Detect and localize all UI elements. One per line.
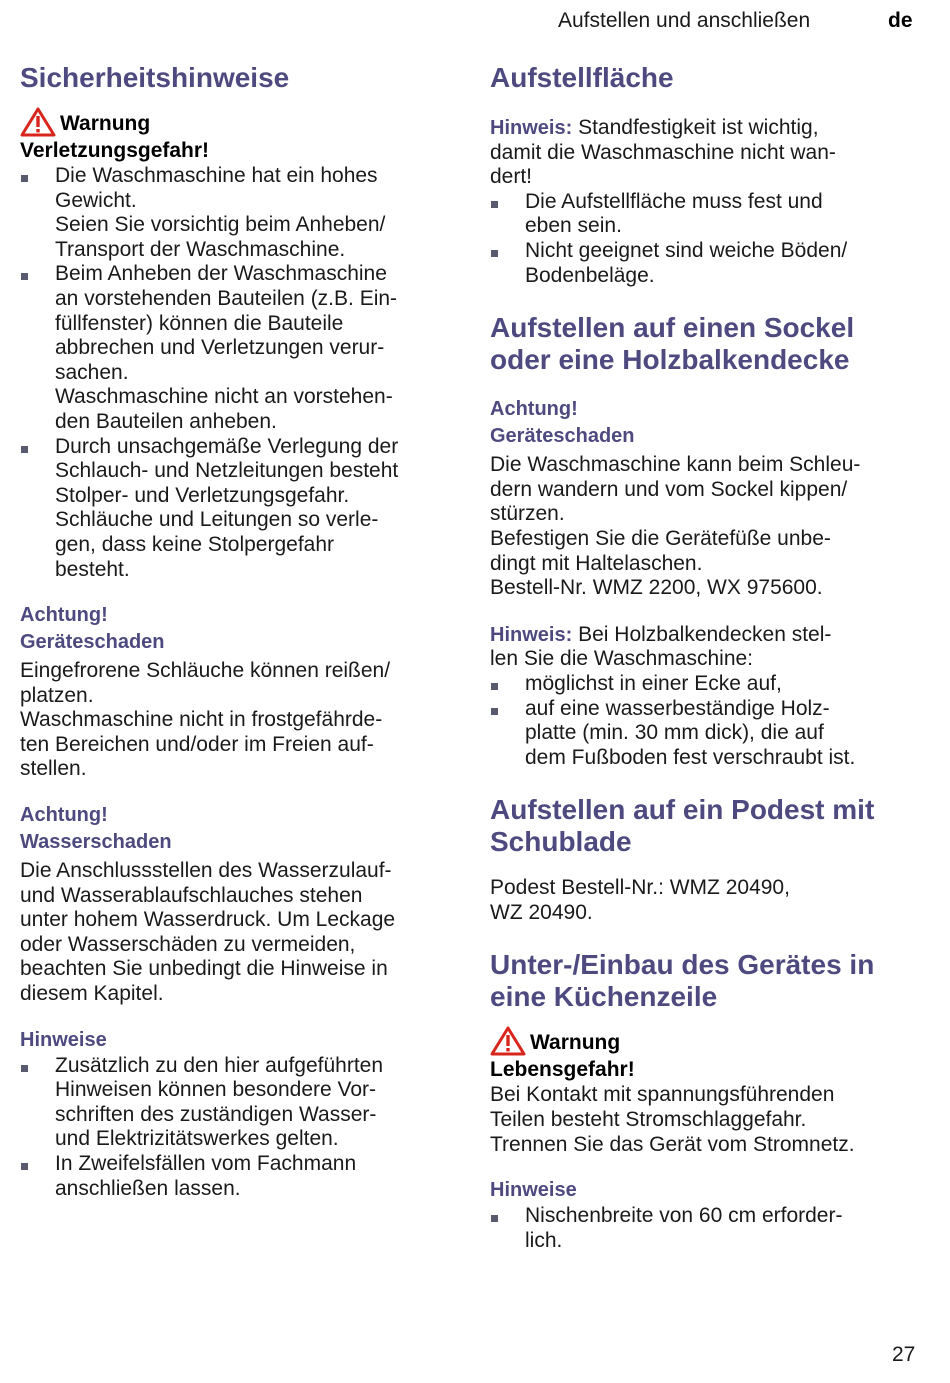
square-bullet-icon [491,201,498,208]
list-item-line: Die Waschmaschine hat ein hohes [55,164,378,187]
text-line: Aufstellen auf einen Sockel [490,312,855,344]
text-line: len Sie die Waschmaschine: [490,647,754,671]
list-item-line: eben sein. [525,214,622,238]
list-item-line: Bodenbeläge. [525,263,655,287]
section-title-sockel [490,312,930,376]
list-item-line: Beim Anheben der Waschmaschine [55,262,387,286]
section-title-surface: Aufstellfläche [490,62,674,93]
list-item-line: gen, dass keine Stolpergefahr [55,532,335,556]
list-item-line: lich. [525,1228,563,1252]
warning-subheading: Verletzungsgefahr! [20,139,210,162]
caution-label: Achtung! [20,604,108,627]
page-header [0,8,950,36]
section-title-podest [490,794,930,858]
list-item-line: Zusätzlich zu den hier aufgeführten [55,1053,384,1077]
text-line: Teilen besteht Stromschlaggefahr. [490,1108,807,1132]
square-bullet-icon [491,250,498,257]
list-item [20,164,450,262]
hint-label: Hinweis: [490,623,573,646]
square-bullet-icon [21,1163,28,1170]
list-item-line: und Elektrizitätswerkes gelten. [55,1127,339,1151]
list-item [490,190,930,239]
caution-text [490,453,930,601]
text-line: oder eine Holzbalkendecke [490,344,850,376]
list-item-line: abbrechen und Verletzungen verur- [55,336,385,360]
text-line: Waschmaschine nicht in frostgefährde- [20,708,383,732]
list-item-line: Die Aufstellfläche muss fest und [525,189,823,213]
notes-list [490,1204,930,1253]
list-item-line: platte (min. 30 mm dick), die auf [525,721,824,745]
text-line: dern wandern und vom Sockel kippen/ [490,477,848,501]
list-item-line: Schlauch- und Netzleitungen besteht [55,459,399,483]
text-line: platzen. [20,683,94,707]
list-item [20,1152,450,1201]
section-title-safety: Sicherheitshinweise [20,62,290,93]
square-bullet-icon [21,1065,28,1072]
list-item [20,435,450,583]
list-item-line: sachen. [55,360,129,384]
list-item-line: den Bauteilen anheben. [55,409,277,433]
list-item-line: Waschmaschine nicht an vorstehen- [55,385,393,409]
text-line: Bestell-Nr. WMZ 2200, WX 975600. [490,576,823,600]
list-item [490,672,930,697]
text-line: stellen. [20,757,87,781]
text-line: Bei Kontakt mit spannungsführenden [490,1083,835,1107]
text-line: beachten Sie unbedingt die Hinweise in [20,957,388,981]
square-bullet-icon [21,273,28,280]
list-item-line: anschließen lassen. [55,1176,241,1200]
list-item-line: Seien Sie vorsichtig beim Anheben/ [55,213,386,237]
right-column [490,60,930,1253]
text-line: Standfestigkeit ist wichtig, [578,116,819,139]
text-line: und Wasserablaufschlauches stehen [20,883,363,907]
list-item-line: dem Fußboden fest verschraubt ist. [525,745,856,769]
text-line: ten Bereichen und/oder im Freien auf- [20,732,374,756]
left-column [20,60,450,1201]
list-item [20,262,450,434]
square-bullet-icon [21,175,28,182]
caution-heading: Wasserschaden [20,831,172,854]
text-line: Trennen Sie das Gerät vom Stromnetz. [490,1132,855,1156]
surface-list [490,190,930,288]
list-item-line: füllfenster) können die Bauteile [55,311,344,335]
text-line: Podest Bestell-Nr.: WMZ 20490, [490,876,790,900]
list-item-line: möglichst in einer Ecke auf, [525,671,782,695]
list-item-line: Transport der Waschmaschine. [55,237,346,261]
warning-heading [20,107,450,137]
notes-list [20,1054,450,1202]
caution-text [20,659,450,782]
header-language-code: de [888,9,913,32]
text-line: Aufstellen auf ein Podest mit [490,794,875,826]
list-item-line: Hinweisen können besondere Vor- [55,1078,377,1102]
warning-list [20,164,450,582]
list-item-line: auf eine wasserbeständige Holz- [525,696,830,720]
list-item-line: an vorstehenden Bauteilen (z.B. Ein- [55,286,398,310]
text-line: Die Anschlussstellen des Wasserzulauf- [20,859,392,883]
notes-heading: Hinweise [490,1179,577,1202]
caution-label: Achtung! [490,398,578,421]
sockel-list [490,672,930,770]
text-line: Unter-/Einbau des Gerätes in [490,949,875,981]
warning-triangle-icon [490,1026,526,1056]
warning-heading [490,1026,930,1056]
list-item [490,239,930,288]
list-item-line: Stolper- und Verletzungsgefahr. [55,483,350,507]
list-item-line: schriften des zuständigen Wasser- [55,1102,377,1126]
text-line: Befestigen Sie die Gerätefüße unbe- [490,526,831,550]
caution-text [20,859,450,1007]
square-bullet-icon [491,708,498,715]
list-item-line: In Zweifelsfällen vom Fachmann [55,1152,357,1175]
list-item [20,1054,450,1152]
text-line: WZ 20490. [490,900,593,924]
sockel-hint [490,623,930,672]
podest-text [490,876,930,925]
warning-label: Warnung [530,1031,621,1055]
square-bullet-icon [21,446,28,453]
text-line: Eingefrorene Schläuche können reißen/ [20,659,391,683]
caution-heading: Geräteschaden [490,425,635,448]
surface-hint [490,116,930,190]
text-line: stürzen. [490,502,565,526]
list-item-line: Nicht geeignet sind weiche Böden/ [525,238,848,262]
list-item-line: Gewicht. [55,188,137,212]
hint-label: Hinweis: [490,117,573,139]
caution-heading: Geräteschaden [20,631,165,654]
text-line: Bei Holzbalkendecken stel- [578,622,832,646]
list-item-line: Durch unsachgemäße Verlegung der [55,434,399,458]
warning-label: Warnung [60,112,151,135]
text-line: unter hohem Wasserdruck. Um Leckage [20,908,396,932]
text-line: eine Küchenzeile [490,981,718,1013]
text-line: oder Wasserschäden zu vermeiden, [20,932,356,956]
square-bullet-icon [491,683,498,690]
warning-text [490,1083,930,1157]
text-line: dert! [490,165,533,189]
list-item [490,1204,930,1253]
text-line: dingt mit Haltelaschen. [490,551,703,575]
text-line: diesem Kapitel. [20,982,164,1006]
section-title-einbau [490,949,930,1013]
list-item-line: besteht. [55,557,130,581]
square-bullet-icon [491,1215,498,1222]
text-line: damit die Waschmaschine nicht wan- [490,140,836,164]
warning-triangle-icon [20,107,56,137]
caution-label: Achtung! [20,804,108,827]
list-item-line: Schläuche und Leitungen so verle- [55,508,379,532]
list-item-line: Nischenbreite von 60 cm erforder- [525,1204,843,1228]
page-number: 27 [892,1343,916,1366]
text-line: Die Waschmaschine kann beim Schleu- [490,453,861,477]
header-section-title: Aufstellen und anschließen [558,9,811,32]
notes-heading: Hinweise [20,1028,107,1051]
warning-subheading: Lebensgefahr! [490,1058,635,1082]
text-line: Schublade [490,826,632,858]
list-item [490,697,930,771]
